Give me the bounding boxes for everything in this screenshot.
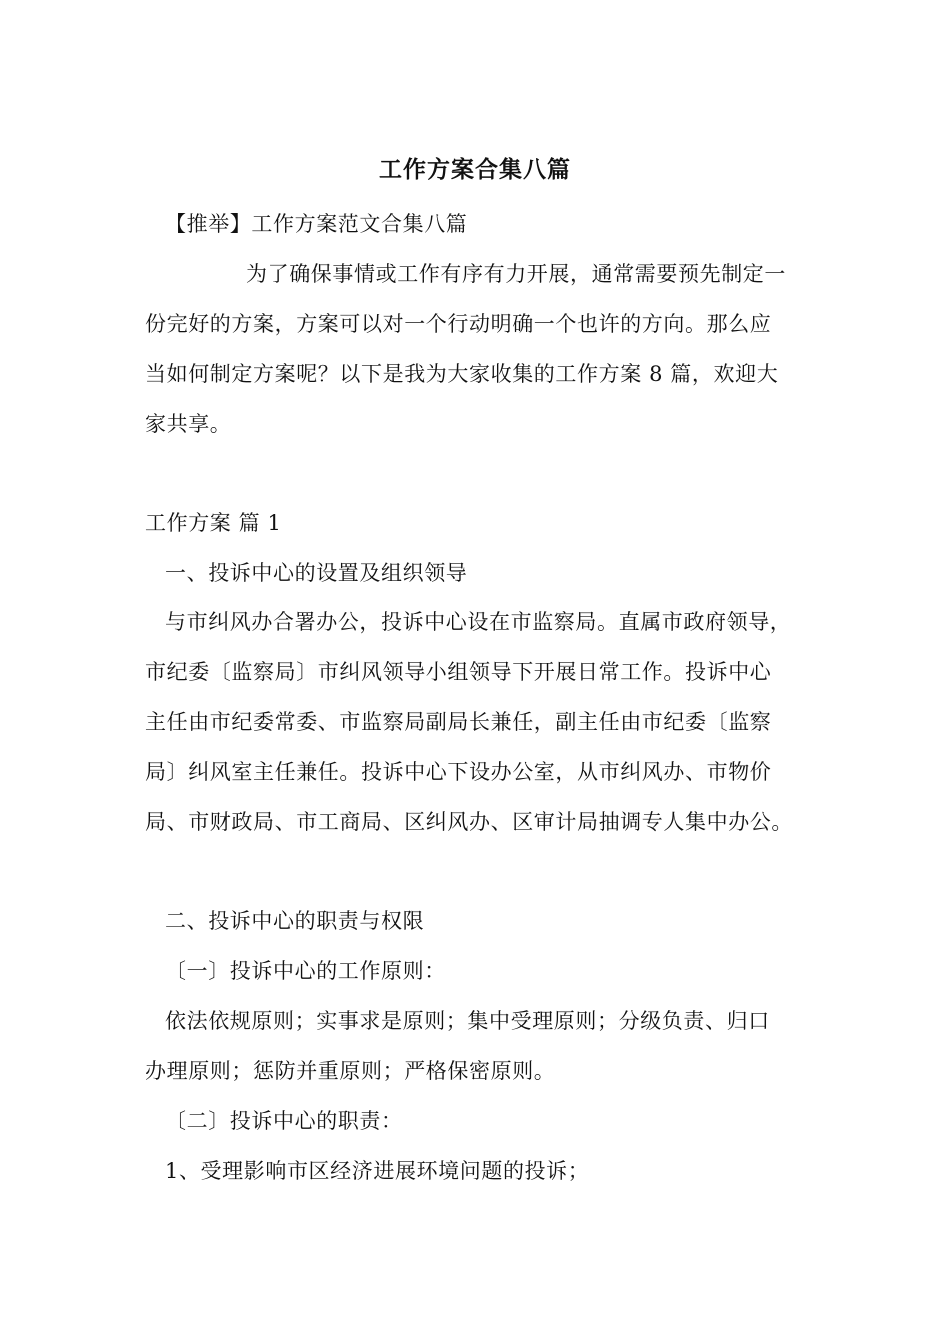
intro-line: 家共享。 bbox=[145, 412, 232, 436]
document-subtitle: 【推举】工作方案范文合集八篇 bbox=[165, 212, 468, 236]
part1-body-line: 主任由市纪委常委、市监察局副局长兼任，副主任由市纪委〔监察 bbox=[145, 710, 772, 734]
document-title: 工作方案合集八篇 bbox=[379, 156, 571, 183]
part1-body-line: 局、市财政局、市工商局、区纠风办、区审计局抽调专人集中办公。 bbox=[145, 810, 793, 834]
part2-sub1-body-line: 依法依规原则；实事求是原则；集中受理原则；分级负责、归口 bbox=[165, 1009, 770, 1033]
section-heading: 工作方案 篇 1 bbox=[145, 511, 282, 535]
intro-line: 为了确保事情或工作有序有力开展，通常需要预先制定一 bbox=[246, 262, 786, 286]
part1-body-line: 市纪委〔监察局〕市纠风领导小组领导下开展日常工作。投诉中心 bbox=[145, 660, 772, 684]
part2-item: 1、受理影响市区经济进展环境问题的投诉； bbox=[165, 1159, 590, 1183]
part2-sub2-heading: 〔二〕投诉中心的职责： bbox=[165, 1109, 403, 1133]
part2-heading: 二、投诉中心的职责与权限 bbox=[165, 909, 425, 933]
intro-line: 当如何制定方案呢？以下是我为大家收集的工作方案 8 篇，欢迎大 bbox=[145, 362, 779, 386]
part1-heading: 一、投诉中心的设置及组织领导 bbox=[165, 561, 468, 585]
part2-sub1-body-line: 办理原则；惩防并重原则；严格保密原则。 bbox=[145, 1059, 556, 1083]
part1-body-line: 局〕纠风室主任兼任。投诉中心下设办公室，从市纠风办、市物价 bbox=[145, 760, 772, 784]
part1-body-line: 与市纠风办合署办公，投诉中心设在市监察局。直属市政府领导， bbox=[165, 610, 792, 634]
part2-sub1-heading: 〔一〕投诉中心的工作原则： bbox=[165, 959, 446, 983]
intro-line: 份完好的方案，方案可以对一个行动明确一个也许的方向。那么应 bbox=[145, 312, 772, 336]
